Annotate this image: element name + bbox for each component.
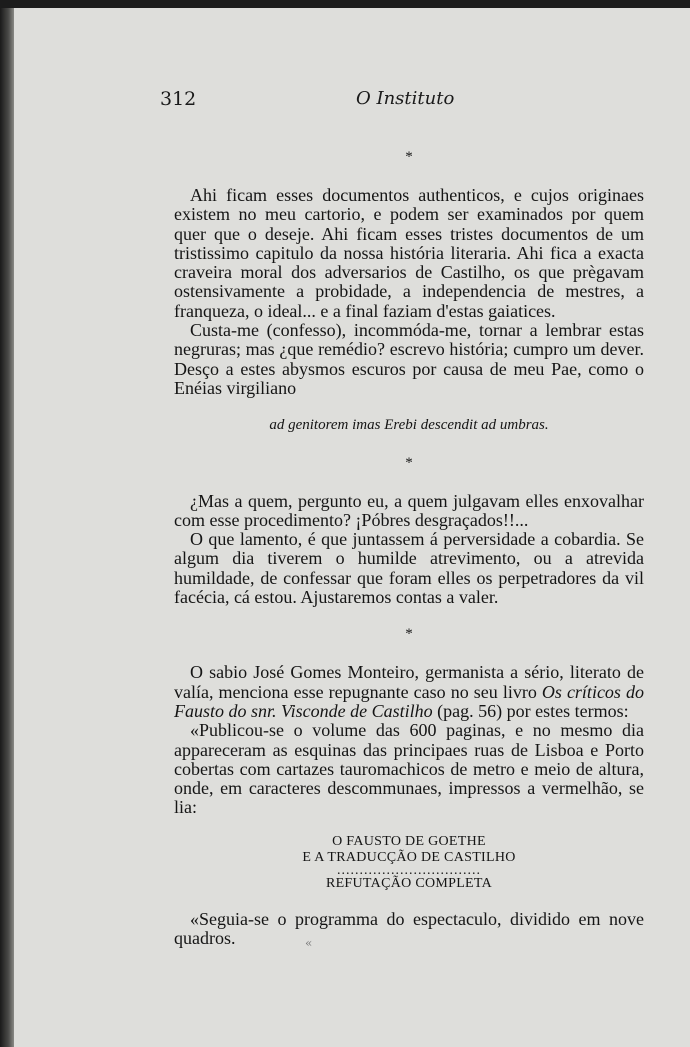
running-title: O Instituto	[356, 88, 455, 109]
poster-dotted-rule: ................................	[337, 862, 481, 878]
latin-quotation: ad genitorem imas Erebi descendit ad umbras.	[269, 417, 549, 434]
section-asterism: *	[405, 149, 413, 165]
page-number: 312	[160, 88, 197, 110]
section-asterism: *	[405, 454, 413, 471]
paragraph-question: ¿Mas a quem, pergunto eu, a quem julgavam elles enxovalhar com esse procedimento? ¡Póbres desgraçados!!...	[174, 490, 644, 530]
page-header	[160, 88, 644, 112]
paragraph-confession: Custa-me (confesso), incommóda-me, tornar a lembrar estas negruras; mas ¿que remédio? escrevo história; cumpro um dever. Desço a estes abysmos escuros por causa de meu Pae, como o Enéias virgiliano	[174, 320, 644, 398]
paragraph-lament: O que lamento, é que juntassem á perversidade a cobardia. Se algum dia tiverem o humilde atrevimento, ou a atrevida humildade, de confessar que foram elles os perpetradores da vil facécia, cá estou. Ajustaremos contas a valer.	[174, 529, 644, 608]
paragraph-quote-published: «Publicou-se o volume das 600 paginas, e no mesmo dia appareceram as esquinas das principaes ruas de Lisboa e Porto cobertas com cartazes tauromachicos de metro e meio de altura, onde, em caracteres descommunaes, impressos a vermelhão, se lia:	[174, 720, 644, 818]
paragraph-monteiro	[174, 663, 644, 721]
paragraph-programme: «Seguia-se o programma do espectaculo, dividido em nove quadros.	[174, 908, 644, 949]
paragraph-documents: Ahi ficam esses documentos authenticos, e cujos originaes existem no meu cartorio, e podem ser examinados por quem quer que o deseje. Ahi ficam esses tristes documentos de um tristissimo capitulo da nossa história literaria. Ahi fica a exacta craveira moral dos adversarios de Castilho, os que prègavam ostensivamente a probidade, a independencia de mestres, a franqueza, o ideal... e a final faziam d'estas gaiatices.	[174, 185, 644, 321]
poster-line-1: O FAUSTO DE GOETHE	[332, 833, 486, 849]
page-footer-mark: «	[305, 936, 313, 950]
page-body	[174, 148, 644, 948]
book-spine-edge	[0, 8, 14, 1047]
poster-title-block	[174, 834, 644, 892]
paragraph-monteiro-end: (pag. 56) por estes termos:	[432, 700, 629, 721]
poster-line-3: REFUTAÇÃO COMPLETA	[325, 875, 493, 891]
poster-line-2: E A TRADUCÇÃO DE CASTILHO	[302, 849, 516, 865]
book-title: Os críticos do Fausto do snr. Visconde de Castilho	[174, 681, 644, 721]
section-asterism: *	[405, 626, 413, 643]
book-page	[14, 8, 690, 1047]
paragraph-monteiro-text: O sabio José Gomes Monteiro, germanista a sério, literato de valía, menciona esse repugnante caso no seu livro	[174, 662, 644, 702]
